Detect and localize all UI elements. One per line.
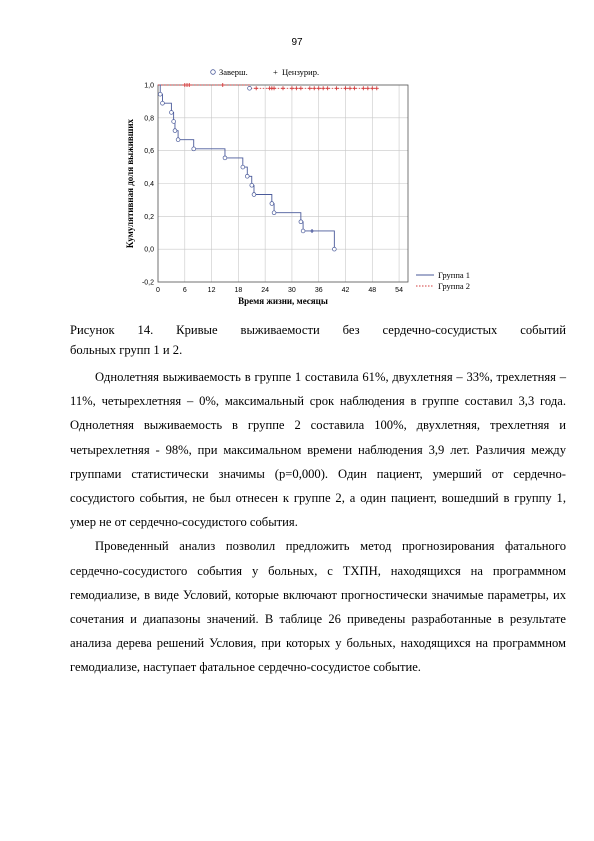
y-tick-label: 0,4: [144, 181, 154, 188]
y-tick-label: 0,0: [144, 246, 154, 254]
x-tick-label: 0: [156, 287, 160, 294]
event-marker: [158, 92, 162, 96]
event-marker: [301, 229, 305, 233]
censored-marker-group2: [335, 86, 339, 90]
figure-caption-line2: больных групп 1 и 2.: [70, 343, 183, 357]
censored-marker-group2: [308, 86, 312, 90]
event-marker: [173, 129, 177, 133]
censored-marker-group2: [299, 86, 303, 90]
event-marker: [270, 202, 274, 206]
x-tick-label: 30: [288, 287, 296, 294]
event-marker: [250, 183, 254, 187]
censored-marker-group2: [317, 86, 321, 90]
x-tick-label: 12: [207, 287, 216, 294]
censored-marker-group2: [187, 83, 191, 87]
legend-censored-marker: +: [273, 67, 278, 77]
legend-label-group2: Группа 2: [438, 281, 471, 291]
censored-marker-group2: [281, 86, 285, 90]
censored-marker-group2: [254, 86, 258, 90]
x-tick-label: 54: [395, 287, 403, 294]
survival-chart: [118, 60, 498, 310]
series-line-1: [158, 85, 334, 249]
censored-marker-group2: [294, 86, 298, 90]
x-tick-label: 42: [341, 287, 350, 294]
censored-marker-group2: [366, 86, 370, 90]
censored-marker-group2: [352, 86, 356, 90]
event-marker: [252, 193, 256, 197]
y-tick-label: 1,0: [144, 82, 154, 90]
legend-event-label: Заверш.: [219, 67, 248, 77]
y-tick-label: -0,2: [141, 279, 154, 287]
legend-label-group1: Группа 1: [438, 270, 471, 280]
y-axis-title: Кумулятивная доля выживших: [125, 118, 135, 249]
event-marker: [245, 174, 249, 178]
event-marker: [299, 220, 303, 224]
series-line-2: [158, 85, 377, 88]
censored-marker-group2: [221, 83, 225, 87]
event-marker: [223, 156, 227, 160]
page-number: 97: [291, 37, 303, 48]
censored-marker-group2: [370, 86, 374, 90]
censored-marker-group2: [361, 86, 365, 90]
event-marker: [332, 247, 336, 251]
paragraph: Проведенный анализ позволил предложить метод прогнозирования фатального сердечно-сосудистого события у больных, с ТХПН, находящихся на программном гемодиализе, в виде Условий, которые включают прогностически значимые параметры, их сочетания и диапазоны значений. В таблице 26 приведены разработанные в результате анализа дерева решений Условия, при которых у больных, находящихся на программном гемодиализе, наступает фатальное сердечно-сосудистое событие.: [70, 539, 566, 675]
censored-marker-group2: [312, 86, 316, 90]
figure-caption-line1: Рисунок 14. Кривые выживаемости без сердечно-сосудистых событий: [70, 323, 566, 337]
event-marker: [172, 120, 176, 124]
event-marker: [248, 86, 252, 90]
event-marker: [176, 138, 180, 142]
censored-marker-group2: [348, 86, 352, 90]
censored-marker-group2: [326, 86, 330, 90]
censored-marker-group2: [344, 86, 348, 90]
x-tick-label: 18: [234, 287, 243, 294]
censored-marker-group2: [290, 86, 294, 90]
event-marker: [192, 147, 196, 151]
x-tick-label: 24: [261, 287, 270, 294]
legend-censored-label: Цензурир.: [282, 67, 320, 77]
event-marker: [272, 211, 276, 215]
event-marker: [161, 101, 165, 105]
y-tick-label: 0,6: [144, 148, 154, 156]
x-axis-title: Время жизни, месяцы: [238, 296, 328, 306]
x-tick-label: 6: [182, 287, 187, 294]
event-marker: [241, 165, 245, 169]
x-tick-label: 48: [368, 287, 377, 294]
y-tick-label: 0,2: [144, 213, 154, 221]
paragraph: Однолетняя выживаемость в группе 1 составила 61%, двухлетняя – 33%, трехлетняя – 11%, четырехлетняя – 0%, максимальный срок наблюдения в группе составил 3,3 года. Однолетняя выживаемость в группе 2 составила 100%, двухлетняя, трехлетняя и четырехлетняя - 98%, при максимальном времени наблюдения 3,9 лет. Различия между группами статистически значимы (p=0,000). Один пациент, умерший от сердечно-сосудистого события, не был отнесен к группе 2, а один пациент, вошедший в группу 1, умер не от сердечно-сосудистого события.: [70, 370, 566, 530]
x-tick-label: 36: [314, 287, 323, 294]
body-text: [70, 365, 566, 680]
y-tick-label: 0,8: [144, 115, 154, 123]
legend-event-marker: [211, 70, 216, 75]
censored-marker-group2: [272, 86, 276, 90]
event-marker: [169, 111, 173, 115]
censored-marker-group2: [375, 86, 379, 90]
censored-marker-group1: [310, 229, 314, 233]
censored-marker-group2: [321, 86, 325, 90]
